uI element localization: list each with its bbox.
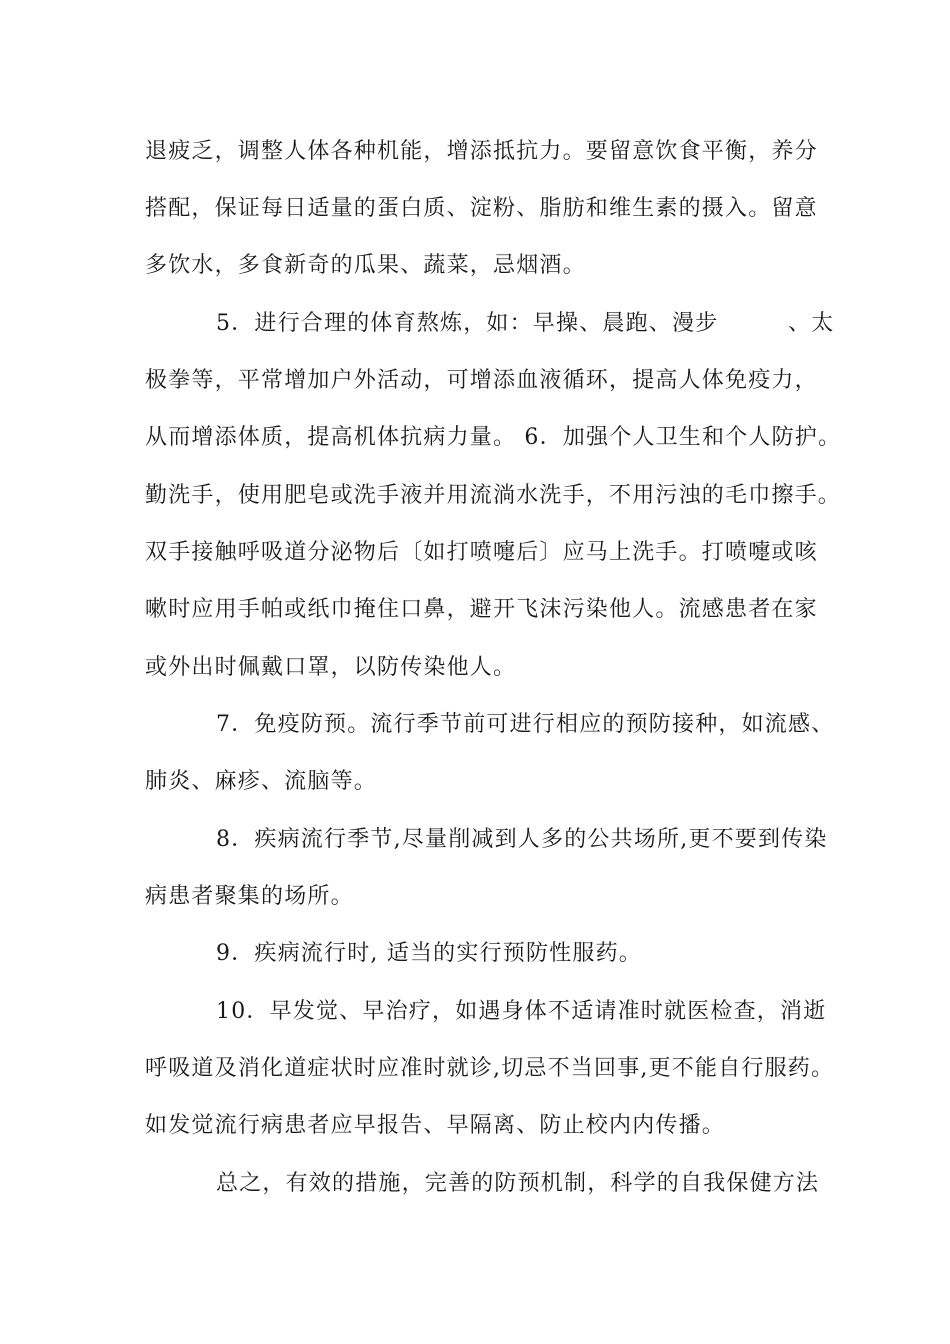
text-line-11: 7．免疫防预。流行季节前可进行相应的预防接种，如流感、	[216, 712, 835, 737]
text-line-5: 极拳等，平常增加户外活动，可增添血液循环，提高人体免疫力，	[145, 368, 818, 393]
text-line-6: 从而增添体质，提高机体抗病力量。 6．加强个人卫生和个人防护。	[145, 425, 842, 450]
text-line-16: 10．早发觉、早治疗，如遇身体不适请准时就医检查，消逝	[216, 999, 827, 1024]
text-line-9: 嗽时应用手帕或纸巾掩住口鼻，避开飞沫污染他人。流感患者在家	[145, 597, 818, 622]
text-line-1: 退疲乏，调整人体各种机能，增添抵抗力。要留意饮食平衡，养分	[145, 139, 818, 164]
text-line-3: 多饮水，多食新奇的瓜果、蔬菜，忌烟酒。	[145, 253, 586, 278]
text-line-2: 搭配，保证每日适量的蛋白质、淀粉、脂肪和维生素的摄入。留意	[145, 196, 818, 221]
text-line-15: 9．疾病流行时, 适当的实行预防性服药。	[216, 941, 642, 966]
text-line-19: 总之，有效的措施，完善的防预机制，科学的自我保健方法	[216, 1171, 820, 1196]
text-line-18: 如发觉流行病患者应早报告、早隔离、防止校内内传播。	[145, 1113, 726, 1138]
text-line-12: 肺炎、麻疹、流脑等。	[145, 769, 378, 794]
text-line-17: 呼吸道及消化道症状时应准时就诊,切忌不当回事,更不能自行服药。	[145, 1056, 835, 1081]
text-line-13: 8．疾病流行季节,尽量削减到人多的公共场所,更不要到传染	[216, 827, 828, 852]
text-line-10: 或外出时佩戴口罩，以防传染他人。	[145, 655, 517, 680]
text-line-14: 病患者聚集的场所。	[145, 884, 354, 909]
text-line-8: 双手接触呼吸道分泌物后〔如打喷嚏后〕应马上洗手。打喷嚏或咳	[145, 540, 818, 565]
text-line-4: 5．进行合理的体育熬炼，如：早操、晨跑、漫步 、太	[216, 311, 835, 336]
text-line-7: 勤洗手，使用肥皂或洗手液并用流淌水洗手，不用污浊的毛巾擦手。	[145, 483, 842, 508]
